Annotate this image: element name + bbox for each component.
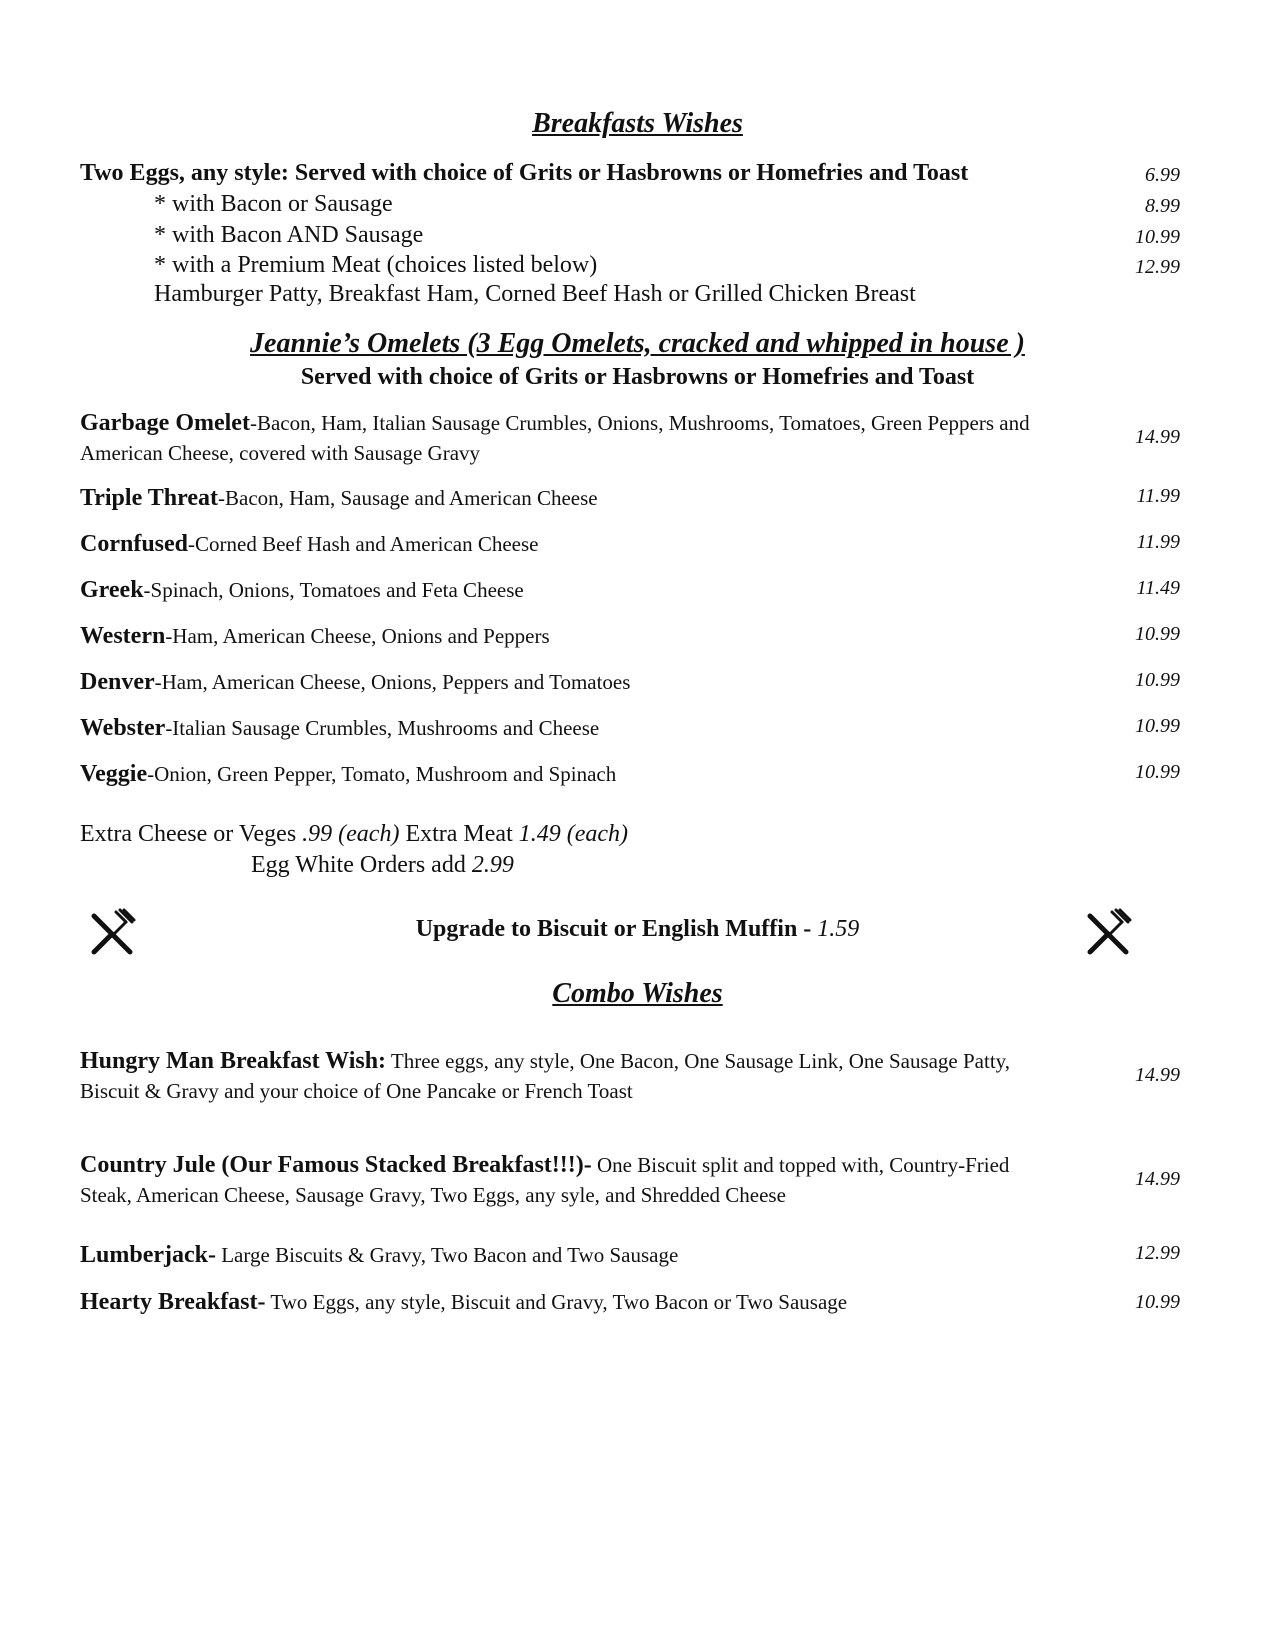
item-price: 10.99	[1135, 1291, 1180, 1313]
combo-heading: Combo Wishes	[552, 978, 723, 1009]
item-desc: -Onion, Green Pepper, Tomato, Mushroom and Spinach	[147, 762, 617, 786]
extras-line	[80, 821, 628, 848]
menu-item-triple-threat	[80, 483, 1040, 513]
menu-item-country-jule	[80, 1150, 1060, 1210]
item-desc: -Corned Beef Hash and American Cheese	[188, 532, 539, 556]
menu-item-garbage-omelet	[80, 408, 1040, 468]
item-desc: -Bacon, Ham, Italian Sausage Crumbles, Onions, Mushrooms, Tomatoes, Green Peppers and American Cheese, covered with Sausage Gravy	[80, 411, 1030, 465]
option-bacon-and-sausage-price: 10.99	[1135, 226, 1180, 248]
item-price: 10.99	[1135, 669, 1180, 691]
item-price: 10.99	[1135, 715, 1180, 737]
two-eggs-price: 6.99	[1145, 164, 1180, 186]
item-price: 11.49	[1136, 577, 1180, 599]
item-name: Webster	[80, 715, 166, 741]
item-name: Denver	[80, 669, 155, 695]
item-desc: -Italian Sausage Crumbles, Mushrooms and Cheese	[165, 716, 600, 740]
item-price: 12.99	[1135, 1242, 1180, 1264]
item-name: Veggie	[80, 761, 148, 787]
breakfast-heading: Breakfasts Wishes	[532, 108, 743, 139]
option-bacon-or-sausage: * with Bacon or Sausage	[154, 191, 393, 217]
item-price: 11.99	[1136, 531, 1180, 553]
option-premium-meat: * with a Premium Meat (choices listed below)	[154, 252, 598, 278]
menu-item-lumberjack	[80, 1240, 1040, 1270]
omelets-heading: Jeannie’s Omelets (3 Egg Omelets, cracked and whipped in house )	[250, 328, 1025, 359]
extras-price: .99 (each)	[302, 821, 400, 847]
egg-white-price: 2.99	[471, 852, 514, 878]
item-name: Garbage Omelet	[80, 410, 250, 436]
item-desc: -Bacon, Ham, Sausage and American Cheese	[218, 486, 598, 510]
fork-knife-icon	[1082, 908, 1134, 960]
item-name: Western	[80, 623, 166, 649]
item-name: Cornfused	[80, 531, 189, 557]
item-desc: Three eggs, any style, One Bacon, One Sausage Link, One Sausage Patty, Biscuit & Gravy and your choice of One Pancake or French Toast	[80, 1049, 1011, 1103]
item-price: 14.99	[1135, 1168, 1180, 1190]
item-name: Country Jule (Our Famous Stacked Breakfast!!!)-	[80, 1152, 592, 1178]
item-price: 10.99	[1135, 761, 1180, 783]
item-desc: Large Biscuits & Gravy, Two Bacon and Two Sausage	[215, 1243, 679, 1267]
upgrade-label: Upgrade to Biscuit or English Muffin -	[415, 916, 812, 942]
menu-item-webster	[80, 713, 1040, 743]
two-eggs-line: Two Eggs, any style: Served with choice of Grits or Hasbrowns or Homefries and Toast	[80, 160, 969, 186]
extra-meat-price: 1.49 (each)	[518, 821, 629, 847]
menu-item-hungry-man	[80, 1046, 1040, 1106]
item-desc: One Biscuit split and topped with, Country-Fried Steak, American Cheese, Sausage Gravy, Two Eggs, any syle, and Shredded Cheese	[80, 1153, 1010, 1207]
option-bacon-or-sausage-price: 8.99	[1145, 195, 1180, 217]
option-premium-meat-price: 12.99	[1135, 256, 1180, 278]
item-desc: -Spinach, Onions, Tomatoes and Feta Cheese	[143, 578, 524, 602]
egg-white-line	[251, 852, 514, 879]
item-name: Hearty Breakfast-	[80, 1289, 266, 1315]
item-price: 11.99	[1136, 485, 1180, 507]
item-name: Triple Threat	[80, 485, 218, 511]
item-name: Hungry Man Breakfast Wish:	[80, 1048, 387, 1074]
item-desc: Two Eggs, any style, Biscuit and Gravy, Two Bacon or Two Sausage	[265, 1290, 848, 1314]
item-price: 14.99	[1135, 426, 1180, 448]
option-bacon-and-sausage: * with Bacon AND Sausage	[154, 222, 424, 248]
item-desc: -Ham, American Cheese, Onions, Peppers and Tomatoes	[154, 670, 631, 694]
menu-item-western	[80, 621, 1040, 651]
menu-item-hearty-breakfast	[80, 1287, 1040, 1317]
menu-item-greek	[80, 575, 1040, 605]
menu-item-veggie	[80, 759, 1040, 789]
item-price: 14.99	[1135, 1064, 1180, 1086]
extras-label: Extra Cheese or Veges	[80, 821, 303, 847]
item-name: Lumberjack-	[80, 1242, 216, 1268]
extra-meat-label: Extra Meat	[399, 821, 519, 847]
item-name: Greek	[80, 577, 144, 603]
omelets-subtitle: Served with choice of Grits or Hasbrowns or Homefries and Toast	[300, 364, 975, 390]
menu-item-cornfused	[80, 529, 1040, 559]
item-price: 10.99	[1135, 623, 1180, 645]
premium-meat-list: Hamburger Patty, Breakfast Ham, Corned Beef Hash or Grilled Chicken Breast	[154, 281, 916, 307]
upgrade-price: 1.59	[817, 916, 860, 942]
menu-item-denver	[80, 667, 1040, 697]
item-desc: -Ham, American Cheese, Onions and Peppers	[165, 624, 550, 648]
egg-white-label: Egg White Orders add	[251, 852, 472, 878]
